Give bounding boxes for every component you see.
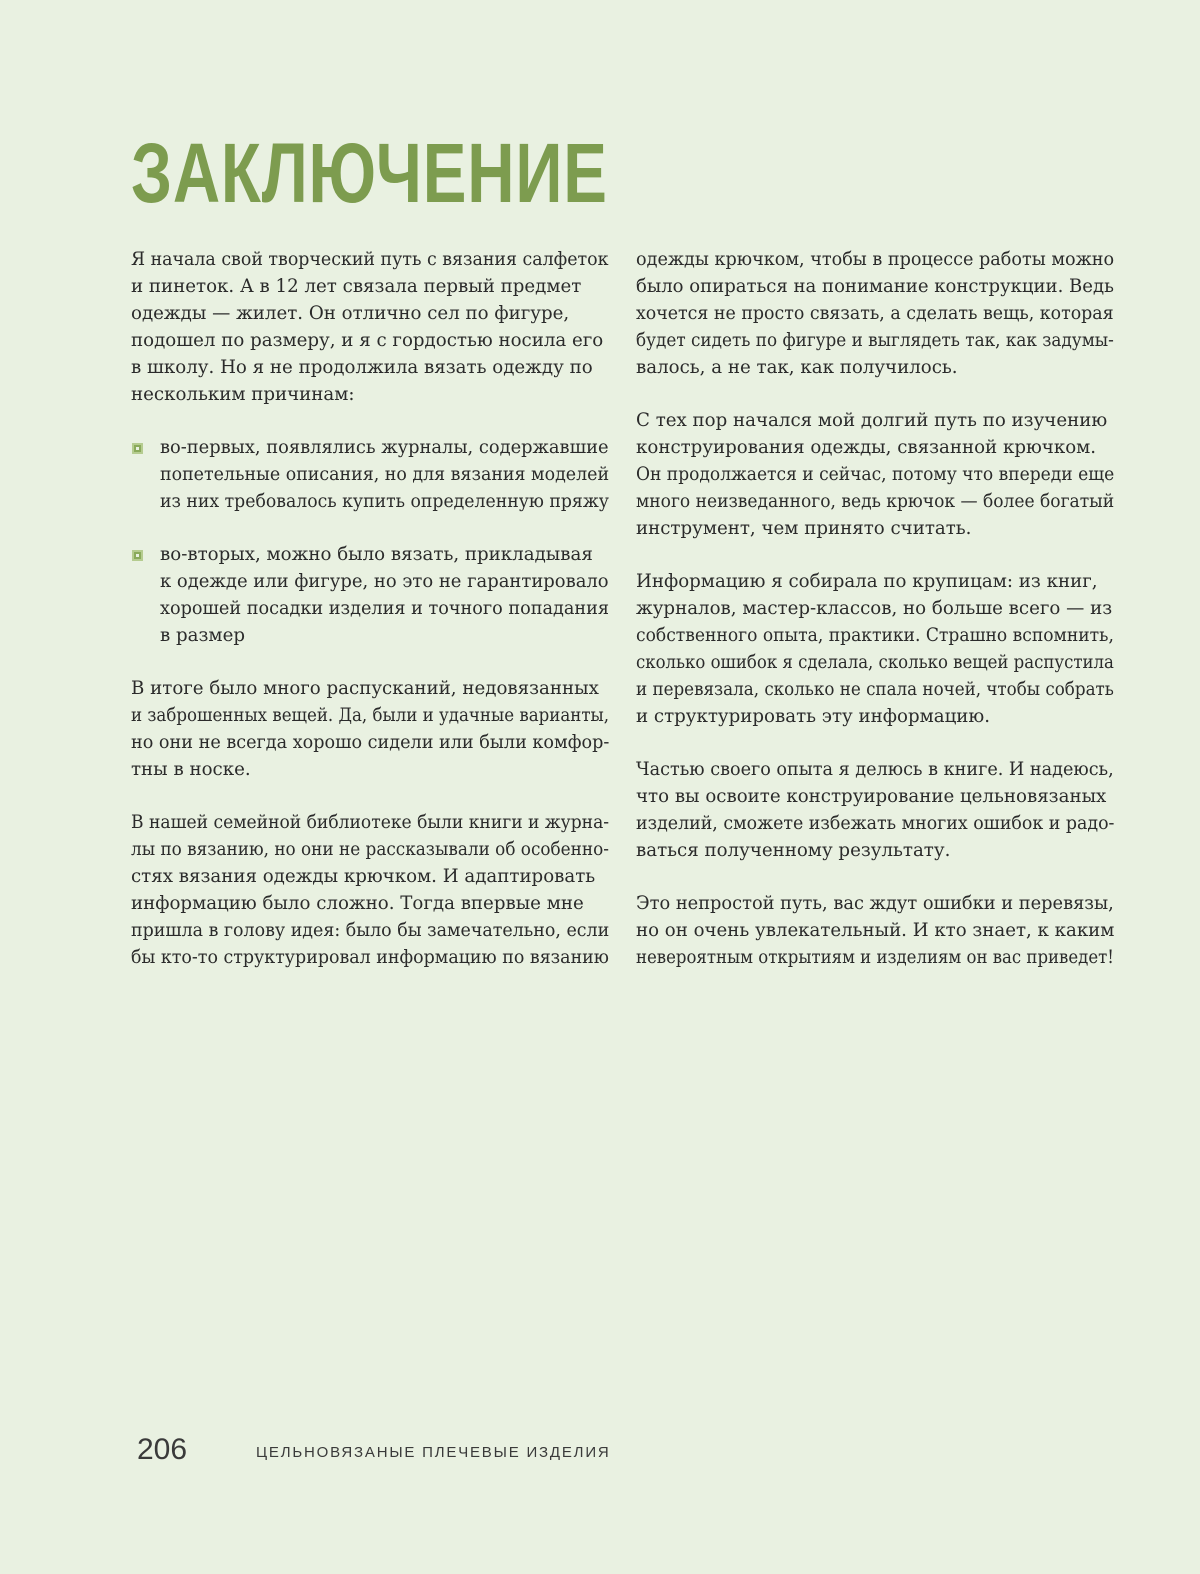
body-paragraph [636, 890, 1114, 971]
intro-paragraph [131, 246, 609, 408]
bullet-list [131, 434, 609, 649]
text-line: подошел по размеру, и я с гордостью носила его [131, 330, 604, 351]
text-line: сколько ошибок я сделала, сколько вещей распустила [636, 652, 1114, 673]
text-line: Частью своего опыта я делюсь в книге. И надеюсь, [636, 759, 1114, 780]
text-line: Он продолжается и сейчас, потому что впереди еще [636, 464, 1115, 485]
bullet-item [131, 541, 609, 649]
text-line: одежды — жилет. Он отлично сел по фигуре, [131, 303, 570, 324]
square-bullet-icon [132, 443, 143, 454]
body-paragraph [636, 407, 1114, 542]
page-number: 206 [137, 1433, 188, 1466]
text-line: нескольким причинам: [131, 384, 355, 405]
text-line: инструмент, чем принято считать. [636, 518, 972, 539]
left-column [131, 246, 609, 997]
square-bullet-icon [132, 550, 143, 561]
text-line: и пинеток. А в 12 лет связала первый предмет [131, 276, 582, 297]
text-line: было опираться на понимание конструкции. Ведь [636, 276, 1114, 297]
text-line: стях вязания одежды крючком. И адаптировать [131, 866, 596, 887]
text-line: в школу. Но я не продолжила вязать одежду по [131, 357, 593, 378]
text-line: информацию было сложно. Тогда впервые мне [131, 893, 584, 914]
text-line: будет сидеть по фигуре и выглядеть так, как задумы- [636, 330, 1114, 351]
text-line: много неизведанного, ведь крючок — более богатый [636, 491, 1115, 512]
text-line: В итоге было много распусканий, недовязанных [131, 678, 599, 699]
text-line: конструирования одежды, связанной крючком. [636, 437, 1097, 458]
body-paragraph [131, 675, 609, 783]
text-line: собственного опыта, практики. Страшно вспомнить, [636, 625, 1114, 646]
text-line: и перевязала, сколько не спала ночей, чтобы собрать [636, 679, 1114, 700]
text-line: хорошей посадки изделия и точного попадания [160, 598, 610, 619]
text-line: к одежде или фигуре, но это не гарантировало [160, 571, 609, 592]
text-line: пришла в голову идея: было бы замечательно, если [131, 920, 610, 941]
text-line: попетельные описания, но для вязания моделей [160, 464, 610, 485]
text-line: валось, а не так, как получилось. [636, 357, 958, 378]
text-line: Я начала свой творческий путь с вязания салфеток [131, 249, 609, 270]
body-paragraph [636, 568, 1114, 730]
text-line: бы кто-то структурировал информацию по вязанию [131, 947, 609, 968]
text-line: В нашей семейной библиотеке были книги и журна- [131, 812, 610, 833]
text-line: тны в носке. [131, 759, 251, 780]
text-line: и заброшенных вещей. Да, были и удачные варианты, [131, 705, 610, 726]
text-line: изделий, сможете избежать многих ошибок и радо- [636, 813, 1115, 834]
text-line: в размер [160, 625, 245, 646]
body-paragraph [636, 246, 1114, 381]
text-line: но он очень увлекательный. И кто знает, к каким [636, 920, 1115, 941]
text-line: что вы освоите конструирование цельновязаных [636, 786, 1107, 807]
right-column [636, 246, 1114, 997]
text-line: лы по вязанию, но они не рассказывали об особенно- [131, 839, 609, 860]
text-line: невероятным открытиям и изделиям он вас приведет! [636, 947, 1114, 968]
text-line: ваться полученному результату. [636, 840, 951, 861]
running-footer-title: ЦЕЛЬНОВЯЗАНЫЕ ПЛЕЧЕВЫЕ ИЗДЕЛИЯ [256, 1444, 611, 1461]
text-line: С тех пор начался мой долгий путь по изучению [636, 410, 1108, 431]
body-paragraph [131, 809, 609, 971]
text-line: хочется не просто связать, а сделать вещь, которая [636, 303, 1114, 324]
text-line: журналов, мастер-классов, но больше всего — из [636, 598, 1113, 619]
text-line: но они не всегда хорошо сидели или были комфор- [131, 732, 610, 753]
text-line: и структурировать эту информацию. [636, 706, 991, 727]
text-line: во-первых, появлялись журналы, содержавшие [160, 437, 609, 458]
page-title: ЗАКЛЮЧЕНИЕ [131, 126, 608, 220]
text-line: из них требовалось купить определенную пряжу [160, 491, 609, 512]
text-line: Информацию я собирала по крупицам: из книг, [636, 571, 1098, 592]
bullet-item [131, 434, 609, 515]
text-line: одежды крючком, чтобы в процессе работы можно [636, 249, 1115, 270]
body-paragraph [636, 756, 1114, 864]
text-line: Это непростой путь, вас ждут ошибки и перевязы, [636, 893, 1114, 914]
text-line: во-вторых, можно было вязать, прикладывая [160, 544, 593, 565]
